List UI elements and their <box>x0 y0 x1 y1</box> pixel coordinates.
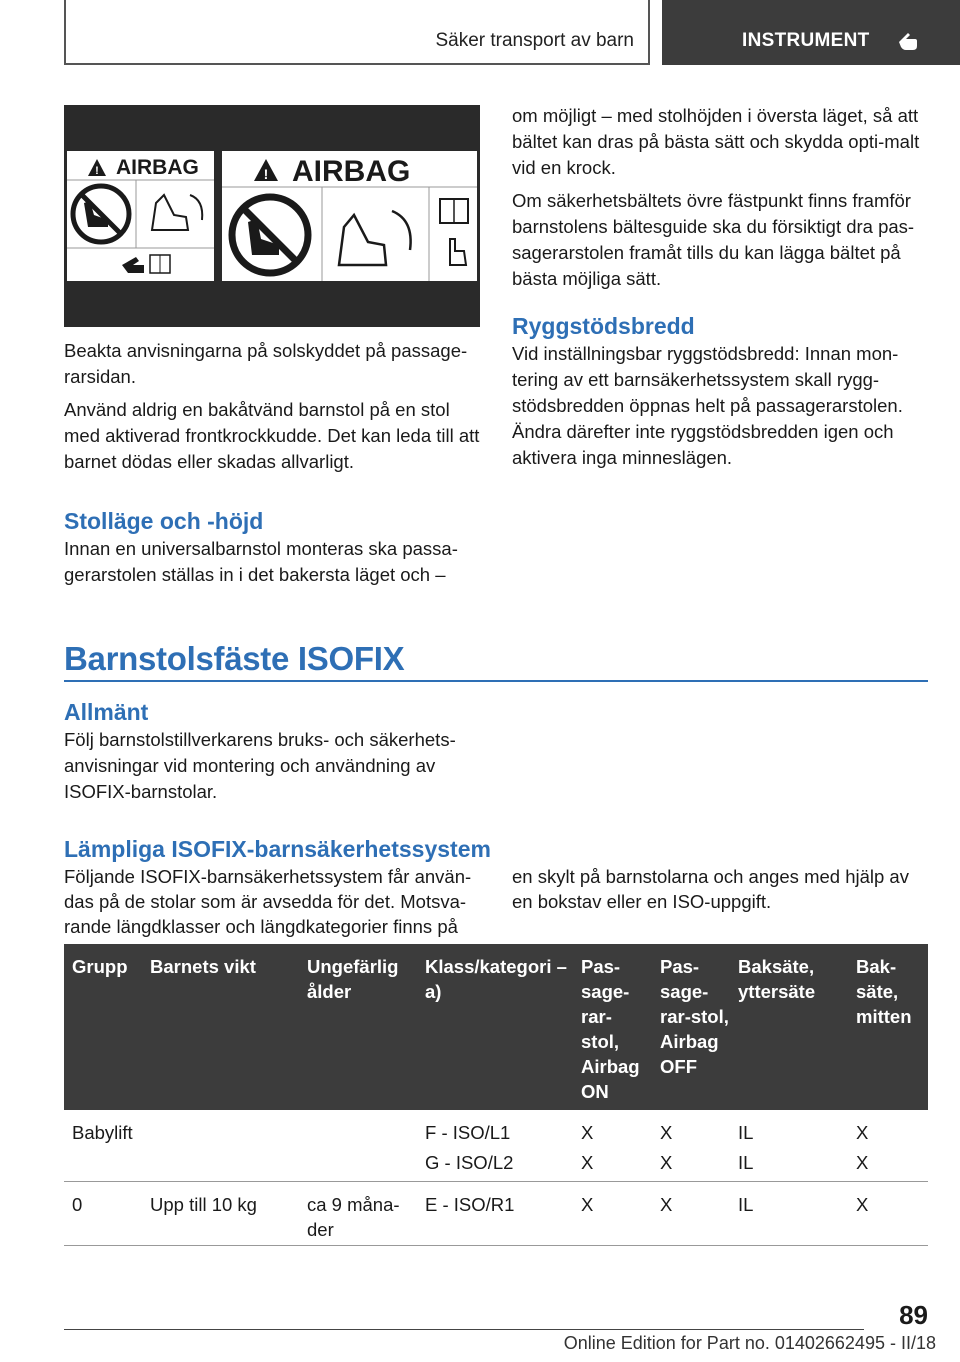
table-header-weight: Barnets vikt <box>150 956 256 977</box>
cell-class: G - ISO/L2 <box>425 1152 514 1173</box>
table-row <box>64 1110 928 1182</box>
table-header-class: Klass/kategori – a) <box>425 956 567 1002</box>
cell-airbag-off: X <box>660 1152 673 1173</box>
header-chapter-title: INSTRUMENT <box>742 30 870 51</box>
table-header-airbag-on: Pas‐sage‐rar‐stol, Airbag ON <box>581 956 640 1102</box>
heading-rule <box>64 680 928 682</box>
isofix-general <box>64 697 480 812</box>
cell-age: ca 9 måna‐der <box>307 1194 400 1240</box>
paragraph-seat-height: om möjligt – med stolhöjden i översta läget, så att bältet kan dras på bästa sätt och skydda opti‐malt vid en krock. <box>512 105 920 178</box>
footer-edition: Online Edition for Part no. 01402662495 - II/18 <box>563 1333 936 1353</box>
paragraph-suitable-right: en skylt på barnstolarna och anges med hjälp av en bokstav eller en ISO-uppgift. <box>512 866 909 912</box>
header-section-title: Säker transport av barn <box>435 30 634 51</box>
table-row <box>64 1182 928 1246</box>
paragraph-sunshade: Beakta anvisningarna på solskyddet på passage‐rarsidan. <box>64 340 468 387</box>
heading-general: Allmänt <box>64 699 149 725</box>
cell-rear-middle: X <box>856 1194 869 1215</box>
cell-group: 0 <box>72 1194 83 1215</box>
paragraph-general: Följ barnstolstillverkarens bruks- och säkerhets‐anvisningar vid montering och användning av ISOFIX-barnstolar. <box>64 729 456 802</box>
cell-airbag-off: X <box>660 1122 673 1143</box>
isofix-suitable-right <box>512 864 928 921</box>
paragraph-belt-anchor: Om säkerhetsbältets övre fästpunkt finns framför barnstolens bältesguide ska du försiktigt dra pas‐sagerarstolen framåt tills du kan lägga bältet på bästa möjliga sätt. <box>512 190 915 289</box>
cell-rear-outer: IL <box>738 1194 754 1215</box>
table-header-rear-middle: Bak‐säte, mitten <box>856 956 912 1027</box>
right-column <box>512 103 928 299</box>
cell-class: F - ISO/L1 <box>425 1122 511 1143</box>
heading-backrest-width: Ryggstödsbredd <box>512 313 695 339</box>
cell-rear-middle: X <box>856 1122 869 1143</box>
cell-rear-outer: IL <box>738 1122 754 1143</box>
isofix-table <box>64 944 928 1246</box>
cell-rear-middle: X <box>856 1152 869 1173</box>
heading-isofix: Barnstolsfäste ISOFIX <box>64 640 405 677</box>
table-header-group: Grupp <box>72 956 128 977</box>
cell-rear-outer: IL <box>738 1152 754 1173</box>
table-header-age: Ungefärlig ålder <box>307 956 399 1002</box>
right-column-backrest <box>512 311 928 478</box>
cell-airbag-on: X <box>581 1194 594 1215</box>
cell-airbag-on: X <box>581 1152 594 1173</box>
airbag-label-small: AIRBAG <box>116 156 199 179</box>
table-header-rear-outer: Baksäte, yttersäte <box>738 956 816 1002</box>
header-chapter-tab[interactable] <box>662 0 960 65</box>
footer-rule <box>64 1329 864 1330</box>
airbag-label-large: AIRBAG <box>292 155 411 188</box>
airbag-warning-figure <box>64 105 480 327</box>
airbag-warning-illustration <box>64 105 480 327</box>
isofix-suitable-left <box>64 864 484 946</box>
paragraph-suitable-left: Följande ISOFIX-barnsäkerhetssystem får använ‐das på de stolar som är avsedda för det. Motsva‐rande längdklasser och längdkategorier finns på <box>64 866 472 937</box>
header-section-box <box>64 0 650 65</box>
paragraph-backrest-width: Vid inställningsbar ryggstödsbredd: Innan mon‐tering av ett barnsäkerhetssystem skall rygg‐stödsbredden öppnas helt på passagerarstolen. Ändra därefter inte ryggstödsbredden igen och aktivera inga minneslägen. <box>512 343 903 468</box>
cell-group: Babylift <box>72 1122 133 1143</box>
svg-text:!: ! <box>263 166 269 182</box>
left-column-seat <box>64 506 480 595</box>
cell-airbag-on: X <box>581 1122 594 1143</box>
page-number: 89 <box>899 1300 928 1330</box>
heading-suitable-isofix: Lämpliga ISOFIX-barnsäkerhetssystem <box>64 836 491 862</box>
svg-text:!: ! <box>95 165 99 177</box>
left-column <box>64 338 480 482</box>
cell-airbag-off: X <box>660 1194 673 1215</box>
cell-weight: Upp till 10 kg <box>150 1194 257 1215</box>
pointing-hand-icon <box>896 28 920 52</box>
cell-class: E - ISO/R1 <box>425 1194 515 1215</box>
paragraph-seat-position: Innan en universalbarnstol monteras ska passa‐gerarstolen ställas in i det bakersta läget och – <box>64 538 458 585</box>
isofix-suitable-heading-wrap <box>64 834 944 864</box>
table-header-row <box>64 944 928 1110</box>
paragraph-rear-facing-warning: Använd aldrig en bakåtvänd barnstol på en stol med aktiverad frontkrockkudde. Det kan leda till att barnet dödas eller skadas allvarligt. <box>64 399 480 472</box>
table-header-airbag-off: Pas‐sage‐rar‐stol, Airbag OFF <box>660 956 729 1077</box>
heading-seat-position: Stolläge och ‑höjd <box>64 508 264 534</box>
